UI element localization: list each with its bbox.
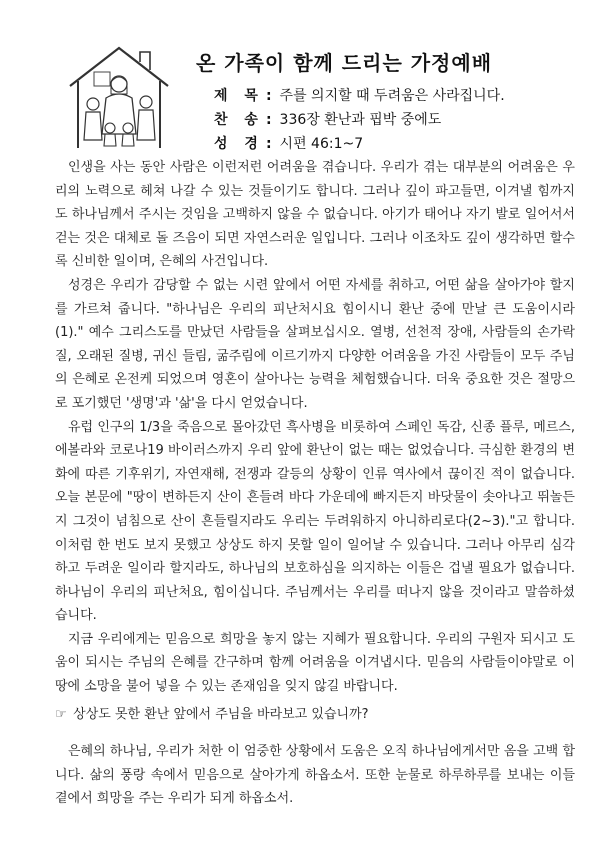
- scripture-row: 성 경 : 시편 46:1~7: [214, 136, 364, 152]
- reflection-question: [55, 703, 575, 727]
- closing-prayer: 은혜의 하나님, 우리가 처한 이 엄중한 상황에서 도움은 오직 하나님에게서만 옴을 고백 합니다. 삶의 풍랑 속에서 믿음으로 살아가게 하옵소서. 또한 눈물로 하루하루를 보내는 이들 곁에서 희망을 주는 우리가 되게 하옵소서.: [55, 744, 575, 807]
- header: [0, 0, 600, 150]
- sermon-title-value: 주를 의지할 때 두려움은 사라집니다.: [279, 88, 505, 104]
- pointing-hand-icon: ☞: [55, 706, 67, 722]
- hymn-row: 찬 송 : 336장 환난과 핍박 중에도: [214, 112, 442, 128]
- hymn-value: 336장 환난과 핍박 중에도: [279, 112, 442, 128]
- hymn-label: 찬 송: [214, 112, 264, 128]
- paragraph-1: 인생을 사는 동안 사람은 이런저런 어려움을 겪습니다. 우리가 겪는 대부분의 어려움은 우리의 노력으로 헤쳐 나갈 수 있는 것들이기도 합니다. 그러나 깊이 파고들면, 이겨낼 힘까지도 하나님께서 주시는 것임을 고백하지 않을 수 없습니다. 아기가 태어나 자기 발로 일어서서 걷는 것은 대체로 돌 즈음이 되면 자연스러운 일입니다. 그러나 이조차도 깊이 생각하면 할수록 신비한 일이며, 은혜의 사건입니다.: [55, 160, 575, 270]
- sermon-title-row: 제 목 : 주를 의지할 때 두려움은 사라집니다.: [214, 88, 505, 104]
- reflection-question-text: 상상도 못한 환난 앞에서 주님을 바라보고 있습니까?: [73, 706, 369, 722]
- paragraph-4: 지금 우리에게는 믿음으로 희망을 놓지 않는 지혜가 필요합니다. 우리의 구원자 되시고 도움이 되시는 주님의 은혜를 간구하며 함께 어려움을 이겨냅시다. 믿음의 사람들이야말로 이 땅에 소망을 불어 넣을 수 있는 존재임을 잊지 않길 바랍니다.: [55, 631, 575, 695]
- scripture-value: 시편 46:1~7: [279, 136, 364, 152]
- scripture-label: 성 경: [214, 136, 264, 152]
- paragraph-2: 성경은 우리가 감당할 수 없는 시련 앞에서 어떤 자세를 취하고, 어떤 삶을 살아가야 할지를 가르쳐 줍니다. "하나님은 우리의 피난처시요 힘이시니 환난 중에 만날 큰 도움이시라(1)." 예수 그리스도를 만났던 사람들을 살펴보십시오. 열병, 선천적 장애, 사람들의 손가락질, 오래된 질병, 귀신 들림, 굶주림에 이르기까지 다양한 어려움을 가진 사람들이 모두 주님의 은혜로 온전케 되었으며 영혼이 살아나는 능력을 체험했습니다. 더욱 중요한 것은 절망으로 포기했던 '생명'과 '삶'을 다시 얻었습니다.: [55, 277, 575, 411]
- sermon-title-label: 제 목: [214, 88, 264, 104]
- paragraph-3: 유럽 인구의 1/3을 죽음으로 몰아갔던 흑사병을 비롯하여 스페인 독감, 신종 플루, 메르스, 에볼라와 코로나19 바이러스까지 우리 앞에 환난이 없는 때는 없었습니다. 극심한 환경의 변화에 따른 기후위기, 자연재해, 전쟁과 갈등의 상황이 인류 역사에서 끊이진 적이 없습니다. 오늘 본문에 "땅이 변하든지 산이 흔들려 바다 가운데에 빠지든지 바닷물이 솟아나고 뛰놀든지 그것이 넘침으로 산이 흔들릴지라도 우리는 두려워하지 아니하리로다(2~3)."고 합니다. 이처럼 한 번도 보지 못했고 상상도 하지 못할 일이 일어날 수 있습니다. 그러나 아무리 심각하고 두려운 일이라 할지라도, 하나님의 보호하심을 의지하는 이들은 겁낼 필요가 없습니다. 하나님이 우리의 피난처요, 힘이십니다. 주님께서는 우리를 떠나지 않을 것이라고 말씀하셨습니다.: [55, 419, 575, 624]
- page-title: 온 가족이 함께 드리는 가정예배: [196, 51, 493, 75]
- family-with-jesus-house-icon: [62, 42, 177, 152]
- sermon-body: [55, 156, 575, 811]
